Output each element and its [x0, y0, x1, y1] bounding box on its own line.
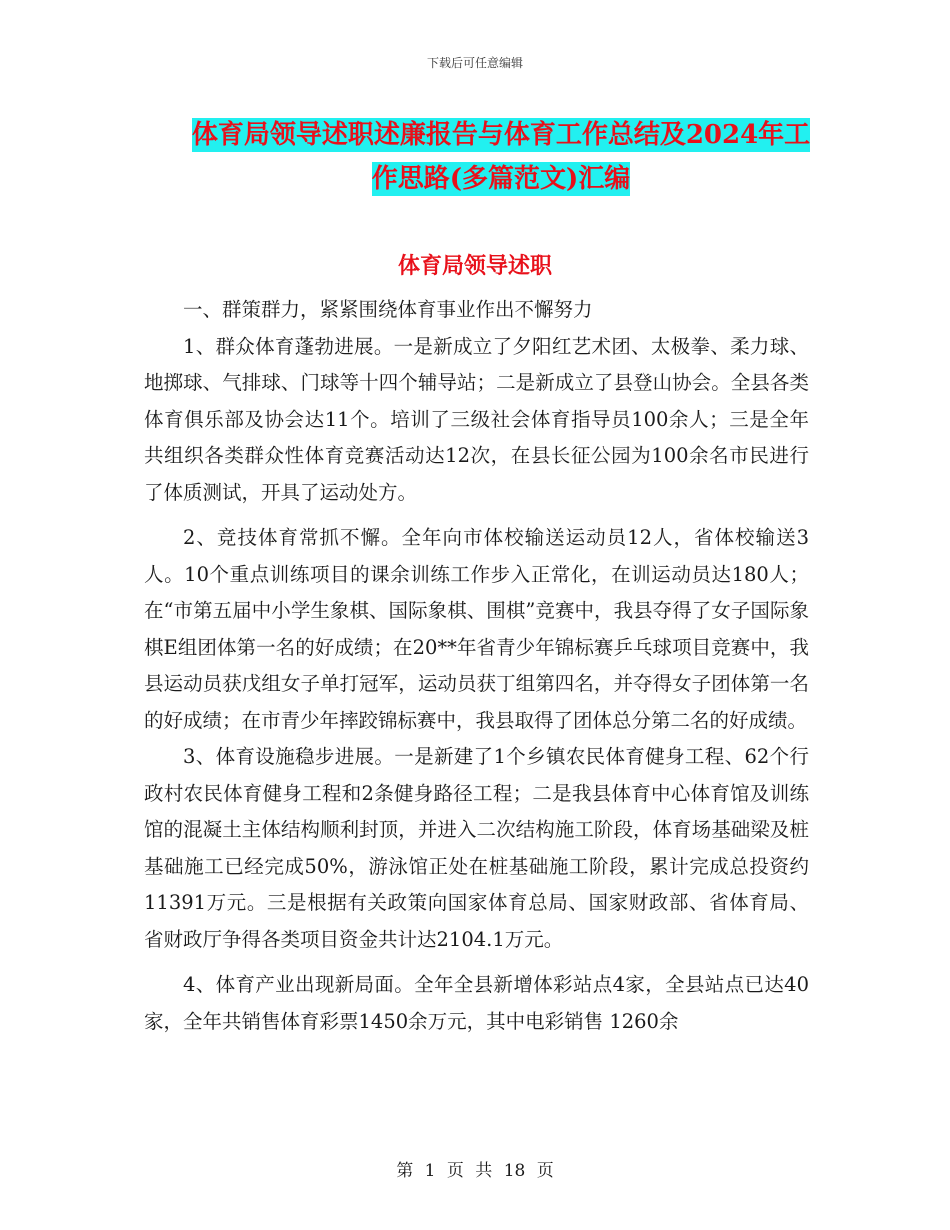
section-heading: 体育局领导述职: [397, 253, 552, 279]
page-number-footer: 第 1 页 共 18 页: [396, 1161, 554, 1181]
document-title: [186, 113, 816, 201]
paragraph-4: 3、体育设施稳步进展。一是新建了1个乡镇农民体育健身工程、62个行政村农民体育健身工程和2条健身路径工程；二是我县体育中心体育馆及训练馆的混凝土主体结构顺利封顶，并进入二次结构施工阶段，体育场基础梁及桩基础施工已经完成50%，游泳馆正处在桩基础施工阶段，累计完成总投资约11391万元。三是根据有关政策向国家体育总局、国家财政部、省体育局、省财政厅争得各类项目资金共计达2104.1万元。: [144, 745, 809, 951]
paragraph-5: 4、体育产业出现新局面。全年全县新增体彩站点4家，全县站点已达40家，全年共销售体育彩票1450余万元，其中电彩销售 1260余: [144, 973, 809, 1033]
document-title-text: 体育局领导述职述廉报告与体育工作总结及2024年工作思路(多篇范文)汇编: [191, 120, 811, 194]
body-text: [144, 292, 809, 1040]
paragraph-1: 一、群策群力，紧紧围绕体育事业作出不懈努力: [183, 298, 593, 321]
paragraph-2: 1、群众体育蓬勃进展。一是新成立了夕阳红艺术团、太极拳、柔力球、地掷球、气排球、门球等十四个辅导站；二是新成立了县登山协会。全县各类体育俱乐部及协会达11个。培训了三级社会体育指导员100余人；三是全年共组织各类群众性体育竞赛活动达12次，在县长征公园为100余名市民进行了体质测试，开具了运动处方。: [144, 334, 809, 504]
paragraph-3: 2、竞技体育常抓不懈。全年向市体校输送运动员12人，省体校输送3人。10个重点训练项目的课余训练工作步入正常化，在训运动员达180人；在“市第五届中小学生象棋、国际象棋、围棋”竞赛中，我县夺得了女子国际象棋E组团体第一名的好成绩；在20**年省青少年锦标赛乒乓球项目竞赛中，我县运动员获戊组女子单打冠军，运动员获丁组第四名，并夺得女子团体第一名的好成绩；在市青少年摔跤锦标赛中，我县取得了团体总分第二名的好成绩。: [144, 526, 809, 732]
header-note: 下载后可任意编辑: [426, 56, 523, 70]
